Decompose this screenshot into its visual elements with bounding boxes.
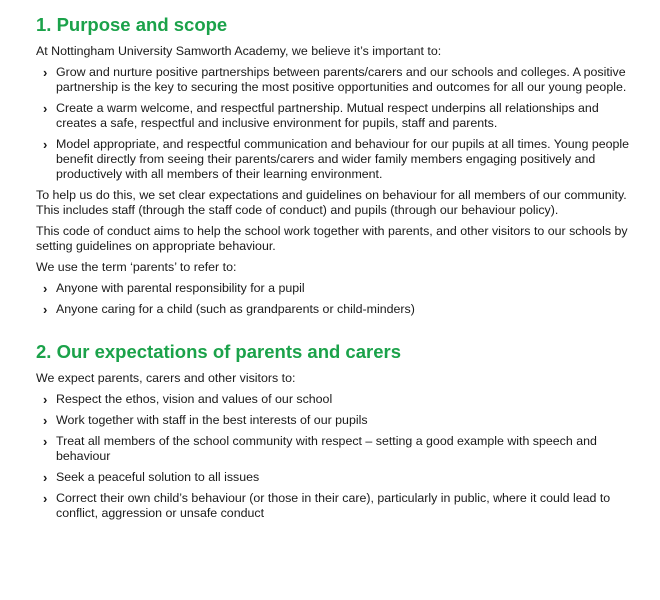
list-item-text: Correct their own child’s behaviour (or those in their care), particularly in public, where it could lead to conflict, aggression or unsafe conduct xyxy=(56,491,611,520)
section-1-paragraph-2: To help us do this, we set clear expectations and guidelines on behaviour for all members of our community. This includes staff (through the staff code of conduct) and pupils (through our behaviour policy). xyxy=(36,188,627,217)
parents-definition-list xyxy=(36,281,640,317)
list-item-text: Anyone with parental responsibility for a pupil xyxy=(56,281,305,295)
list-item-text: Treat all members of the school community with respect – setting a good example with speech and behaviour xyxy=(56,434,597,463)
list-item xyxy=(36,470,640,485)
chevron-right-icon: › xyxy=(43,137,48,152)
section-2-bullet-list xyxy=(36,392,640,521)
list-item-text: Anyone caring for a child (such as grandparents or child-minders) xyxy=(56,302,415,316)
list-item xyxy=(36,392,640,407)
chevron-right-icon: › xyxy=(43,470,48,485)
chevron-right-icon: › xyxy=(43,281,48,296)
section-1-heading: 1. Purpose and scope xyxy=(36,14,228,35)
section-2-heading: 2. Our expectations of parents and carers xyxy=(36,341,401,362)
list-item xyxy=(36,302,640,317)
list-item xyxy=(36,491,640,521)
chevron-right-icon: › xyxy=(43,392,48,407)
list-item-text: Grow and nurture positive partnerships between parents/carers and our schools and colleges. A positive partnership is the key to securing the most positive opportunities and outcomes for all our young people. xyxy=(56,65,627,94)
section-1-bullet-list xyxy=(36,65,640,182)
list-item-text: Respect the ethos, vision and values of our school xyxy=(56,392,333,406)
chevron-right-icon: › xyxy=(43,101,48,116)
list-item-text: Seek a peaceful solution to all issues xyxy=(56,470,260,484)
list-item xyxy=(36,65,640,95)
chevron-right-icon: › xyxy=(43,491,48,506)
section-2-intro: We expect parents, carers and other visitors to: xyxy=(36,371,296,385)
section-1-paragraph-4: We use the term ‘parents’ to refer to: xyxy=(36,260,237,274)
section-1-paragraph-3: This code of conduct aims to help the school work together with parents, and other visitors to our schools by setting guidelines on appropriate behaviour. xyxy=(36,224,628,253)
list-item-text: Create a warm welcome, and respectful partnership. Mutual respect underpins all relationships and creates a safe, respectful and inclusive environment for pupils, staff and parents. xyxy=(56,101,599,130)
list-item xyxy=(36,434,640,464)
list-item-text: Work together with staff in the best interests of our pupils xyxy=(56,413,368,427)
chevron-right-icon: › xyxy=(43,413,48,428)
list-item xyxy=(36,413,640,428)
list-item-text: Model appropriate, and respectful communication and behaviour for our pupils at all times. Young people benefit directly from seeing their parents/carers and wider family members engaging positively and productively with all members of their learning environment. xyxy=(56,137,630,181)
chevron-right-icon: › xyxy=(43,302,48,317)
list-item xyxy=(36,101,640,131)
section-1-intro: At Nottingham University Samworth Academy, we believe it’s important to: xyxy=(36,44,442,58)
list-item xyxy=(36,281,640,296)
chevron-right-icon: › xyxy=(43,434,48,449)
list-item xyxy=(36,137,640,182)
chevron-right-icon: › xyxy=(43,65,48,80)
